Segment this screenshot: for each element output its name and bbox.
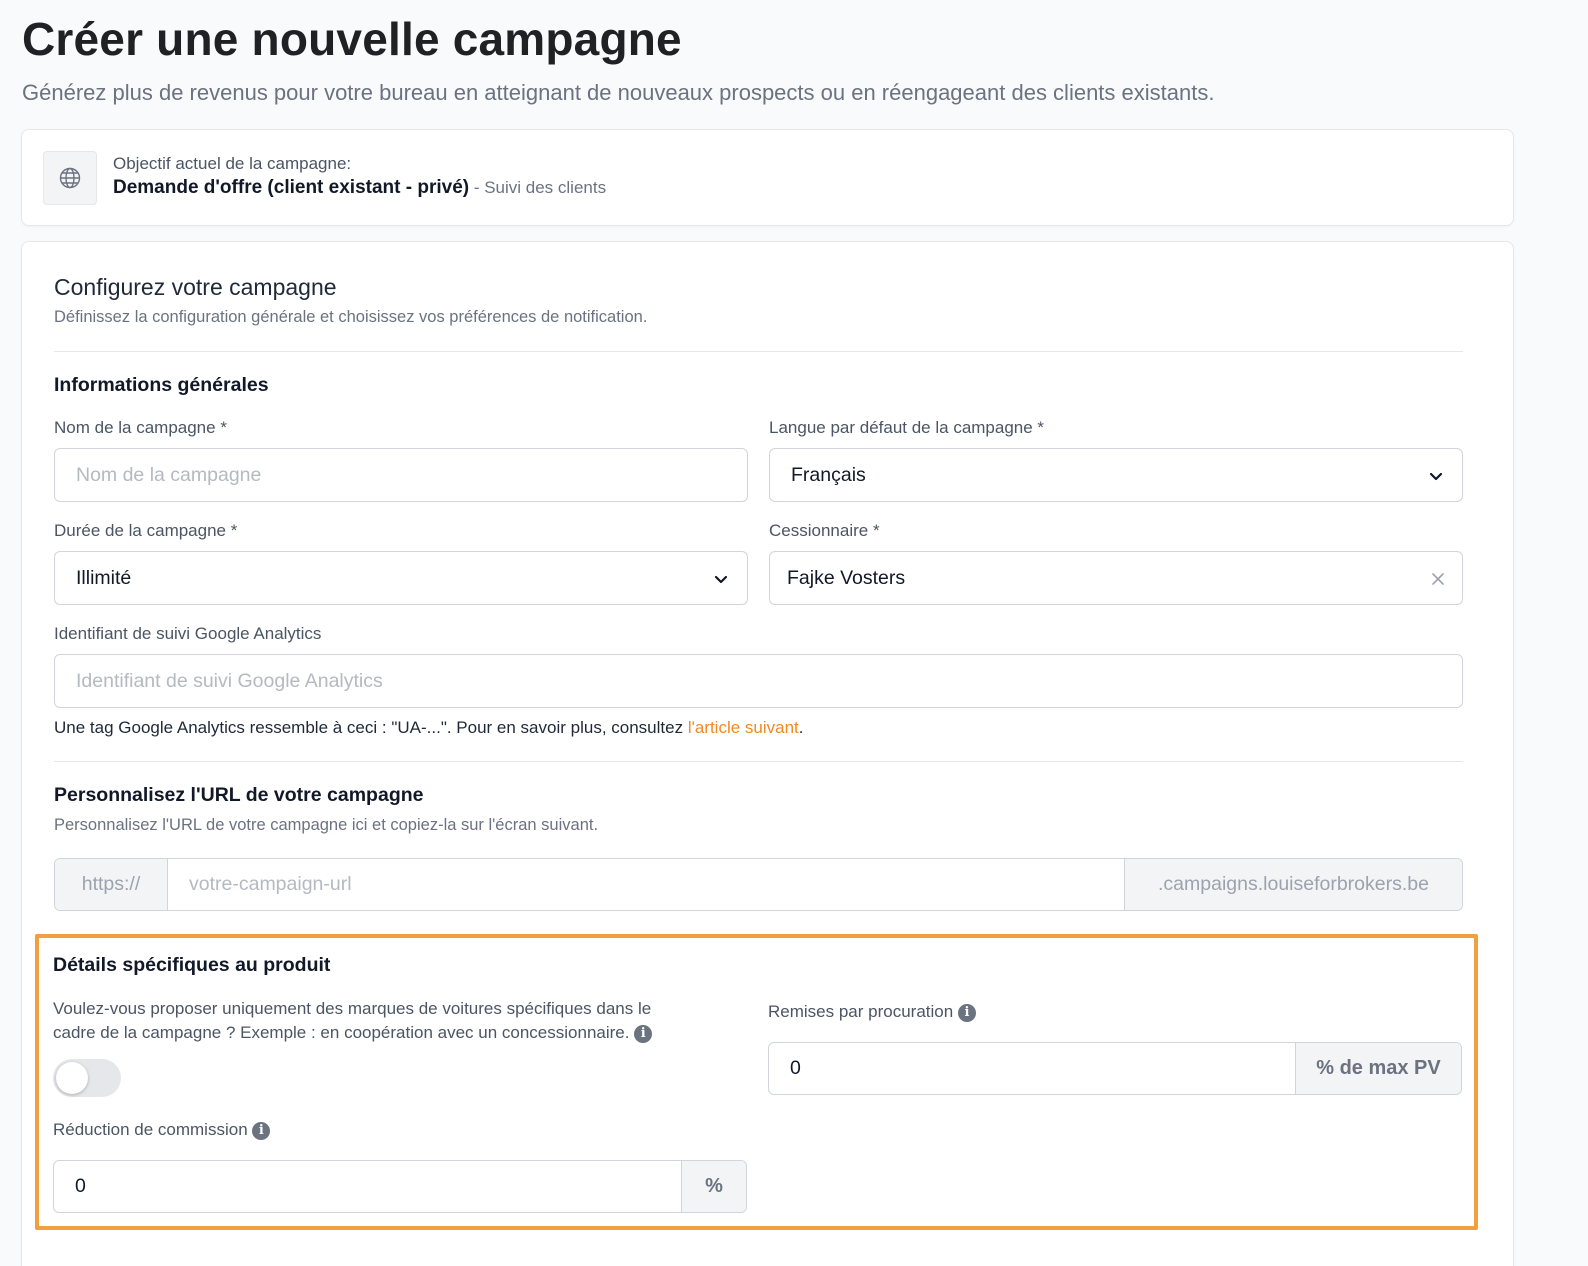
info-icon[interactable]: i: [958, 1004, 976, 1022]
commission-input-group: [53, 1160, 747, 1213]
chevron-down-icon: [1428, 468, 1444, 484]
assignee-select[interactable]: [769, 551, 1463, 605]
brands-toggle[interactable]: [53, 1059, 121, 1097]
info-icon[interactable]: i: [252, 1122, 270, 1140]
ga-label: Identifiant de suivi Google Analytics: [54, 624, 322, 643]
proxy-discount-input-group: [768, 1042, 1462, 1095]
config-description: Définissez la configuration générale et choisissez vos préférences de notification.: [54, 308, 648, 326]
objective-separator: -: [469, 178, 485, 197]
language-value: Français: [791, 463, 866, 486]
globe-icon-box: [43, 151, 97, 205]
commission-input[interactable]: 0: [54, 1161, 682, 1212]
commission-label-text: Réduction de commission: [53, 1120, 248, 1139]
divider: [54, 351, 1463, 352]
brands-question-line1: Voulez-vous proposer uniquement des marques de voitures spécifiques dans le: [53, 999, 652, 1018]
duration-label: Durée de la campagne *: [54, 521, 238, 540]
ga-note: [54, 718, 804, 738]
chevron-down-icon: [713, 571, 729, 587]
commission-label: [53, 1120, 270, 1140]
url-suffix: .campaigns.louiseforbrokers.be: [1125, 859, 1462, 910]
proxy-discount-label-text: Remises par procuration: [768, 1002, 954, 1021]
brands-question-line2-row: [53, 1021, 652, 1045]
objective-sub: Suivi des clients: [484, 178, 607, 197]
proxy-discount-input[interactable]: 0: [769, 1043, 1296, 1094]
ga-placeholder: Identifiant de suivi Google Analytics: [76, 669, 383, 692]
brands-question: [53, 997, 652, 1045]
globe-icon: [58, 166, 82, 190]
page-title: Créer une nouvelle campagne: [22, 13, 682, 65]
clear-icon[interactable]: [1431, 572, 1445, 586]
campaign-name-label: Nom de la campagne *: [54, 418, 227, 437]
assignee-label: Cessionnaire *: [769, 521, 880, 540]
duration-value: Illimité: [76, 566, 132, 589]
campaign-name-placeholder: Nom de la campagne: [76, 463, 262, 486]
campaign-url-input[interactable]: votre-campaign-url: [167, 859, 1125, 910]
objective-value-main: Demande d'offre (client existant - privé): [113, 177, 470, 198]
language-label: Langue par défaut de la campagne *: [769, 418, 1045, 437]
commission-suffix: %: [682, 1161, 746, 1212]
toggle-knob: [56, 1062, 88, 1094]
objective-label: Objectif actuel de la campagne:: [113, 154, 352, 173]
ga-note-prefix: Une tag Google Analytics ressemble à ceci : "UA-...". Pour en savoir plus, consultez: [54, 718, 688, 737]
assignee-value: Fajke Vosters: [787, 566, 906, 589]
proxy-discount-label: [768, 1002, 976, 1022]
campaign-url-field: [54, 858, 1463, 911]
divider: [54, 761, 1463, 762]
ga-input[interactable]: [54, 654, 1463, 708]
campaign-name-input[interactable]: [54, 448, 748, 502]
duration-select[interactable]: [54, 551, 748, 605]
objective-card: [21, 129, 1514, 226]
ga-article-link[interactable]: l'article suivant: [687, 718, 799, 737]
ga-note-suffix: .: [798, 718, 804, 737]
url-section-description: Personnalisez l'URL de votre campagne ici et copiez-la sur l'écran suivant.: [54, 816, 599, 834]
product-section-title: Détails spécifiques au produit: [53, 954, 331, 976]
objective-value: [113, 177, 606, 199]
proxy-discount-suffix: % de max PV: [1296, 1043, 1461, 1094]
url-section-title: Personnalisez l'URL de votre campagne: [54, 784, 424, 806]
page-subtitle: Générez plus de revenus pour votre bureau en atteignant de nouveaux prospects ou en réengageant des clients existants.: [22, 80, 1215, 105]
brands-question-line2: cadre de la campagne ? Exemple : en coopération avec un concessionnaire.: [53, 1023, 630, 1042]
info-icon[interactable]: i: [634, 1025, 652, 1043]
language-select[interactable]: [769, 448, 1463, 502]
config-title: Configurez votre campagne: [54, 274, 337, 300]
url-prefix: https://: [55, 859, 167, 910]
general-section-title: Informations générales: [54, 374, 269, 396]
